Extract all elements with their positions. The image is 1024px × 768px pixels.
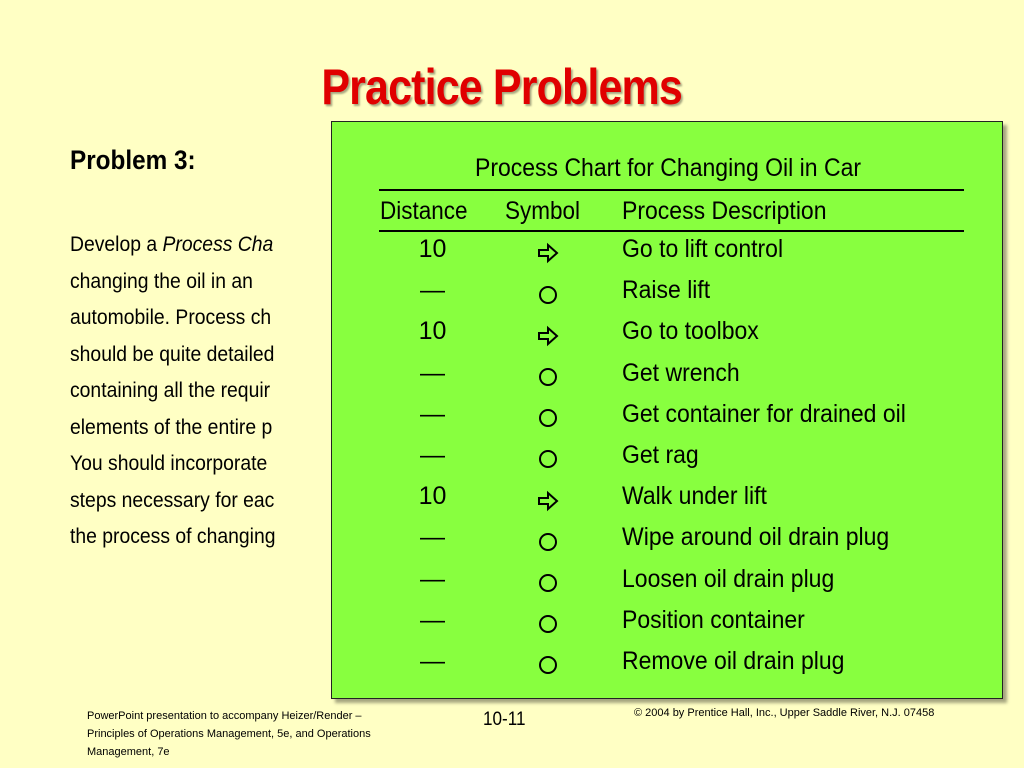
header-description: Process Description [622,197,827,225]
row-symbol [528,568,568,597]
body-text-segment: containing all the requir [70,378,271,402]
row-symbol [528,320,568,349]
row-distance: — [420,647,445,675]
header-top-rule [379,189,964,191]
footer-attribution-line: Principles of Operations Management, 5e, and Operations [87,728,371,740]
page-number: 10-11 [483,709,526,730]
row-description: Remove oil drain plug [622,647,845,675]
process-chart-box [331,121,1003,699]
row-description: Get wrench [622,358,740,387]
circle-icon [537,531,559,553]
footer-attribution-line: PowerPoint presentation to accompany Heizer/Render – [87,710,362,722]
arrow-right-icon [537,325,559,347]
slide-title: Practice Problems [321,59,682,115]
body-text-segment: elements of the entire p [70,414,273,439]
row-distance: — [420,441,445,469]
circle-icon [537,654,559,676]
body-text-segment: Develop a [70,232,163,256]
circle-icon [537,284,559,306]
row-distance: 10 [418,482,447,511]
row-description: Wipe around oil drain plug [622,523,890,552]
row-distance: — [420,276,445,305]
header-symbol: Symbol [505,197,581,225]
circle-icon [537,572,559,594]
circle-icon [537,448,559,470]
row-description: Loosen oil drain plug [622,564,835,593]
row-description: Position container [622,605,805,634]
body-text-segment: should be quite detailed [70,341,275,366]
row-description: Get rag [622,441,699,469]
row-distance: — [420,605,445,634]
problem-heading: Problem 3: [70,145,196,175]
header-bottom-rule [379,230,964,232]
body-text-segment: automobile. Process ch [70,305,272,329]
body-text-segment: steps necessary for eac [70,487,275,512]
row-distance: — [420,399,445,428]
copyright-notice: © 2004 by Prentice Hall, Inc., Upper Saddle River, N.J. 07458 [634,707,935,719]
circle-icon [537,613,559,635]
row-symbol [528,362,568,391]
arrow-right-icon [537,490,559,512]
row-description: Get container for drained oil [622,399,906,428]
footer-attribution-line: Management, 7e [87,746,170,758]
row-distance: 10 [418,317,447,346]
row-symbol [528,650,568,679]
row-distance: 10 [418,235,447,263]
row-distance: — [420,358,445,387]
arrow-right-icon [537,242,559,264]
row-symbol [528,526,568,555]
row-distance: — [420,523,445,552]
row-symbol [528,444,568,473]
row-symbol [528,279,568,308]
row-description: Go to toolbox [622,317,759,346]
body-text-segment: changing the oil in an [70,268,253,293]
row-symbol [528,238,568,267]
body-text-emphasis: Process Cha [162,232,274,256]
circle-icon [537,366,559,388]
body-text-segment: You should incorporate [70,451,268,475]
footer-attribution [87,707,397,761]
process-chart-title: Process Chart for Changing Oil in Car [474,154,862,182]
row-distance: — [420,564,445,593]
row-description: Go to lift control [622,235,784,263]
row-description: Walk under lift [622,482,767,511]
body-text-segment: the process of changing [70,524,276,548]
header-distance: Distance [380,197,468,225]
row-symbol [528,403,568,432]
row-symbol [528,609,568,638]
row-symbol [528,485,568,514]
row-description: Raise lift [622,276,711,305]
circle-icon [537,407,559,429]
